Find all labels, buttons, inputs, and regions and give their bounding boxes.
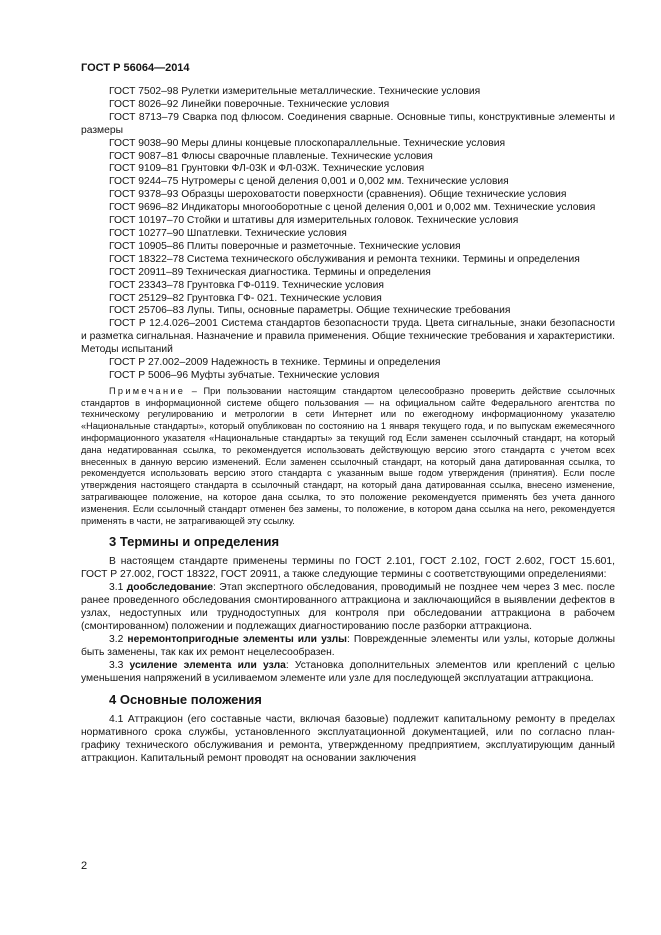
- reference-item: ГОСТ 25129–82 Грунтовка ГФ- 021. Технические условия: [109, 292, 382, 304]
- reference-item: ГОСТ 23343–78 Грунтовка ГФ-0119. Технические условия: [109, 279, 384, 291]
- reference-item: ГОСТ 9038–90 Меры длины концевые плоскопараллельные. Технические условия: [109, 137, 506, 149]
- reference-item: ГОСТ 25706–83 Лупы. Типы, основные параметры. Общие технические требования: [109, 305, 511, 317]
- reference-item: ГОСТ 8026–92 Линейки поверочные. Технические условия: [109, 98, 390, 110]
- term-name: усиление элемента или узла: [129, 659, 286, 671]
- reference-item: ГОСТ 20911–89 Техническая диагностика. Термины и определения: [109, 266, 431, 278]
- term-definition: 3.3 усиление элемента или узла: Установка дополнительных элементов или креплений с целью уменьшения напряжений в усиливаемом элементе или узле для последующей эксплуатации аттракциона.: [81, 659, 615, 684]
- section-4-body: [81, 714, 615, 766]
- reference-item: ГОСТ Р 12.4.026–2001 Система стандартов безопасности труда. Цвета сигнальные, знаки безопасности и разметка сигнальная. Назначение и правила применения. Общие технические требования и характеристики. Методы испытаний: [81, 318, 615, 356]
- section-3-heading: 3 Термины и определения: [109, 534, 280, 550]
- note-paragraph: [81, 386, 615, 528]
- reference-item: ГОСТ 9696–82 Индикаторы многооборотные с ценой деления 0,001 и 0,002 мм. Технические условия: [109, 202, 596, 214]
- reference-item: ГОСТ 10277–90 Шпатлевки. Технические условия: [109, 227, 347, 239]
- reference-item: ГОСТ 9087–81 Флюсы сварочные плавленые. Технические условия: [109, 150, 433, 162]
- section-4-paragraph: 4.1 Аттракцион (его составные части, включая базовые) подлежит капитальному ремонту в пределах нормативного срока службы, установленного эксплуатационной документацией, или по согласно план-графику технического обслуживания и ремонта, утвержденному предприятием, эксплуатирующим данный аттракцион. Капитальный ремонт проводят на основании заключения: [81, 714, 615, 765]
- reference-item: ГОСТ Р 27.002–2009 Надежность в технике. Термины и определения: [109, 357, 441, 369]
- page-number: 2: [81, 860, 88, 872]
- note-text: – При пользовании настоящим стандартом целесообразно проверить действие ссылочных стандартов в информационной системе общего пользования — на официальном сайте Федерального агентства по техническому регулированию и метрологии в сети Интернет или по ежегодному информационному указателю «Национальные стандарты», который опубликован по состоянию на 1 января текущего года, и по выпускам ежемесячного информационного указателя «Национальные стандарты» за текущий год Если заменен ссылочный стандарт, на который дана недатированная ссылка, то рекомендуется использовать действующую версию этого стандарта с учетом всех внесенных в данную версию изменений. Если заменен ссылочный стандарт, на который дана датированная ссылка, то рекомендуется использовать версию этого стандарта с указанным выше годом утверждения (принятия). Если после утверждения настоящего стандарта в ссылочный стандарт, на который дана датированная ссылка, внесено изменение, затрагивающее положение, на которое дана ссылка, то это положение рекомендуется применять без учета данного изменения. Если ссылочный стандарт отменен без замены, то положение, в котором дана ссылка на него, рекомендуется применять в части, не затрагивающей эту ссылку.: [81, 385, 615, 526]
- reference-item: ГОСТ 7502–98 Рулетки измерительные металлические. Технические условия: [109, 86, 481, 97]
- reference-item: ГОСТ Р 5006–96 Муфты зубчатые. Технические условия: [109, 369, 380, 381]
- reference-item: ГОСТ 18322–78 Система технического обслуживания и ремонта техники. Термины и определения: [109, 253, 580, 265]
- term-definition: 3.2 неремонтопригодные элементы или узлы: Поврежденные элементы или узлы, которые должны быть заменены, так как их ремонт нецелесообразен.: [81, 633, 615, 658]
- document-header: ГОСТ Р 56064—2014: [81, 62, 190, 74]
- section-3-body: [81, 556, 615, 685]
- term-definition: 3.1 дообследование: Этап экспертного обследования, проводимый не позднее чем через 3 мес. после ранее проведенного обследования смонтированного аттракциона и заключающийся в выявлении дефектов в узлах, недоступных или труднодоступных для контроля при обследовании аттракциона в рабочем (смонтированном) положении и подлежащих диагностированию после разборки аттракциона.: [81, 582, 615, 632]
- reference-item: ГОСТ 10197–70 Стойки и штативы для измерительных головок. Технические условия: [109, 215, 519, 227]
- reference-item: ГОСТ 9378–93 Образцы шероховатости поверхности (сравнения). Общие технические условия: [109, 189, 567, 201]
- page-content: [81, 86, 615, 766]
- reference-item: ГОСТ 9244–75 Нутромеры с ценой деления 0,001 и 0,002 мм. Технические условия: [109, 176, 509, 188]
- reference-item: ГОСТ 9109–81 Грунтовки ФЛ-03К и ФЛ-03Ж. Технические условия: [109, 163, 425, 175]
- term-name: дообследование: [126, 582, 213, 594]
- normative-references-list: [81, 86, 615, 383]
- reference-item: ГОСТ 10905–86 Плиты поверочные и разметочные. Технические условия: [109, 240, 461, 252]
- reference-item: ГОСТ 8713–79 Сварка под флюсом. Соединения сварные. Основные типы, конструктивные элементы и размеры: [81, 111, 615, 136]
- section-4-heading: 4 Основные положения: [109, 692, 262, 708]
- note-label: Примечание: [109, 385, 186, 396]
- term-name: неремонтопригодные элементы или узлы: [127, 633, 347, 645]
- section-3-intro: В настоящем стандарте применены термины по ГОСТ 2.101, ГОСТ 2.102, ГОСТ 2.602, ГОСТ 15.601, ГОСТ Р 27.002, ГОСТ 18322, ГОСТ 20911, а также следующие термины с соответствующими определениями:: [81, 556, 615, 581]
